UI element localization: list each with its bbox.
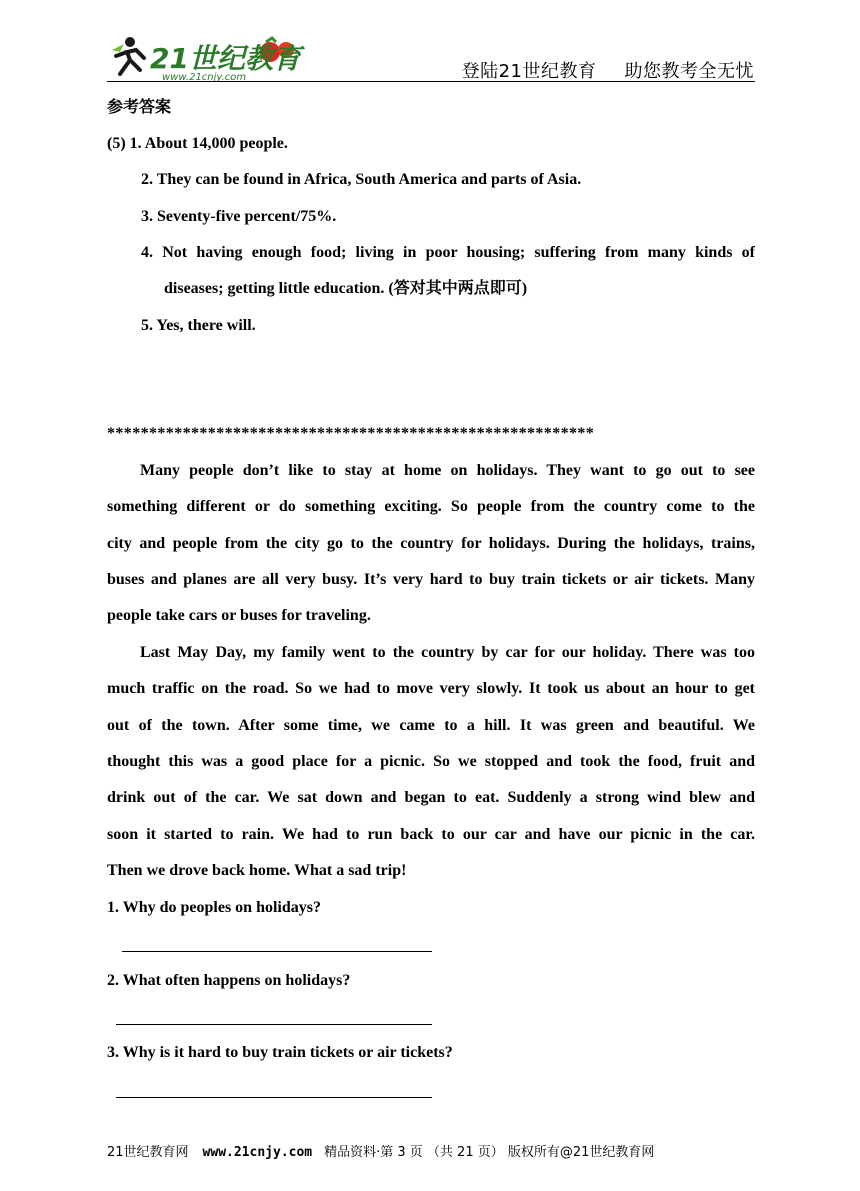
passage-line: thought this was a good place for a picnic. So we stopped and took the food, fruit and [107, 753, 755, 770]
passage-line: much traffic on the road. So we had to move very slowly. It took us about an hour to get [107, 680, 755, 697]
header-divider [107, 81, 755, 82]
slogan-left: 登陆21世纪教育 [461, 61, 597, 82]
header-slogan [462, 57, 754, 83]
passage-line: Last May Day, my family went to the country by car for our holiday. There was too [140, 644, 755, 661]
question-2: 2. What often happens on holidays? [107, 972, 351, 989]
answers-heading: 参考答案 [107, 97, 172, 116]
answer-5: 5. Yes, there will. [141, 317, 256, 334]
page-footer [107, 1141, 654, 1160]
passage-line: city and people from the city go to the country for holidays. During the holidays, trains, [107, 535, 755, 552]
answer-4-line-2: diseases; getting little education. (答对其中两点即可) [164, 280, 528, 297]
passage-line: Many people don’t like to stay at home on holidays. They want to go out to see [140, 462, 755, 479]
answer-2: 2. They can be found in Africa, South America and parts of Asia. [141, 171, 582, 188]
footer-site-name: 21世纪教育网 [107, 1145, 189, 1160]
passage-line: soon it started to rain. We had to run back to our car and have our picnic in the car. [107, 826, 755, 843]
passage-line: out of the town. After some time, we came to a hill. It was green and beautiful. We [107, 717, 755, 734]
slogan-right: 助您教考全无忧 [624, 61, 754, 82]
passage-line: drink out of the car. We sat down and began to eat. Suddenly a strong wind blew and [107, 789, 755, 806]
passage-line: Then we drove back home. What a sad trip! [107, 862, 407, 879]
question-1: 1. Why do peoples on holidays? [107, 899, 321, 916]
separator-line: ********************************************************** [107, 425, 595, 442]
footer-page-info: 精品资料·第 3 页 （共 21 页） 版权所有@21世纪教育网 [324, 1145, 655, 1160]
logo-text: 21世纪教育 [150, 42, 301, 75]
answer-blank-2[interactable] [116, 1024, 432, 1025]
answer-1: (5) 1. About 14,000 people. [107, 135, 288, 152]
logo-url: www.21cnjy.com [162, 72, 247, 83]
site-logo [110, 30, 310, 84]
answer-blank-1[interactable] [122, 951, 432, 952]
passage-line: buses and planes are all very busy. It’s very hard to buy train tickets or air tickets. Many [107, 571, 755, 588]
runner-icon [112, 37, 144, 74]
footer-url[interactable]: www.21cnjy.com [202, 1145, 313, 1160]
question-3: 3. Why is it hard to buy train tickets or air tickets? [107, 1044, 453, 1061]
answer-3: 3. Seventy-five percent/75%. [141, 208, 337, 225]
answer-blank-3[interactable] [116, 1097, 432, 1098]
answer-4-line-1: 4. Not having enough food; living in poor housing; suffering from many kinds of [141, 244, 755, 261]
passage-line: people take cars or buses for traveling. [107, 607, 371, 624]
passage-line: something different or do something exciting. So people from the country come to the [107, 498, 755, 515]
